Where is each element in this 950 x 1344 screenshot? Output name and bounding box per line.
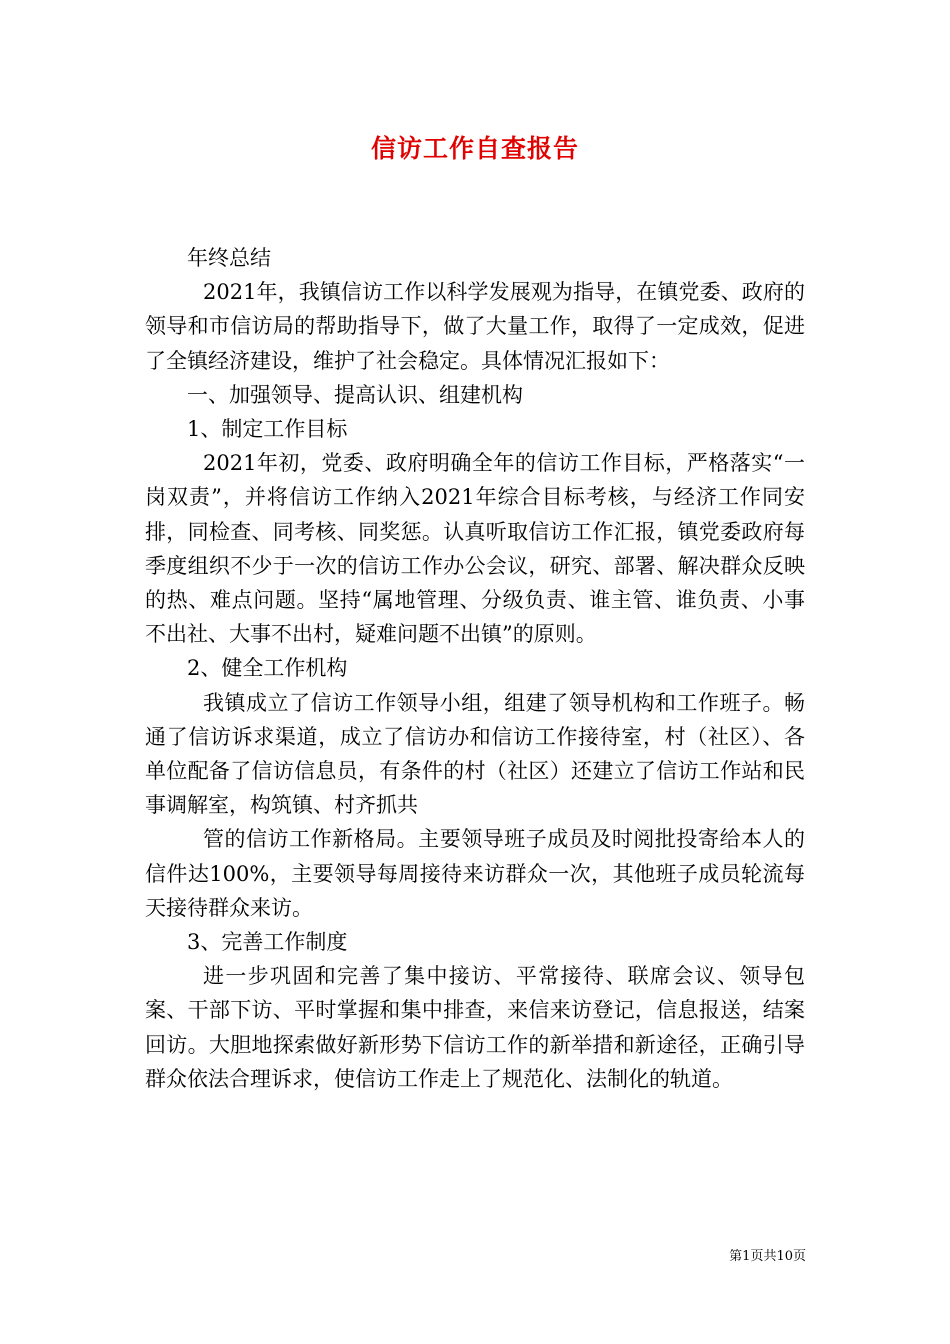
intro-paragraph: 2021年，我镇信访工作以科学发展观为指导，在镇党委、政府的领导和市信访局的帮助指导下，做了大量工作，取得了一定成效，促进了全镇经济建设，维护了社会稳定。具体情况汇报如下： bbox=[145, 280, 805, 373]
subheading-1: 1、制定工作目标 bbox=[187, 417, 348, 442]
document-body bbox=[145, 241, 805, 1096]
paragraph-organization-cont: 管的信访工作新格局。主要领导班子成员及时阅批投寄给本人的信件达100%，主要领导每周接待来访群众一次，其他班子成员轮流每天接待群众来访。 bbox=[145, 827, 805, 920]
subheading-2: 2、健全工作机构 bbox=[187, 656, 348, 681]
paragraph-system: 进一步巩固和完善了集中接访、平常接待、联席会议、领导包案、干部下访、平时掌握和集中排查，来信来访登记，信息报送，结案回访。大胆地探索做好新形势下信访工作的新举措和新途径，正确引导群众依法合理诉求，使信访工作走上了规范化、法制化的轨道。 bbox=[145, 964, 805, 1091]
document-title: 信访工作自查报告 bbox=[370, 134, 579, 163]
heading-1: 一、加强领导、提高认识、组建机构 bbox=[187, 382, 523, 407]
paragraph-organization: 我镇成立了信访工作领导小组，组建了领导机构和工作班子。畅通了信访诉求渠道，成立了信访办和信访工作接待室，村（社区）、各单位配备了信访信息员，有条件的村（社区）还建立了信访工作站和民事调解室，构筑镇、村齐抓共 bbox=[145, 690, 805, 818]
paragraph-goals: 2021年初，党委、政府明确全年的信访工作目标，严格落实“一岗双责”，并将信访工作纳入2021年综合目标考核，与经济工作同安排，同检查、同考核、同奖惩。认真听取信访工作汇报，镇党委政府每季度组织不少于一次的信访工作办公会议，研究、部署、解决群众反映的热、难点问题。坚持“属地管理、分级负责、谁主管、谁负责、小事不出社、大事不出村，疑难问题不出镇”的原则。 bbox=[145, 451, 805, 647]
subheading-3: 3、完善工作制度 bbox=[187, 930, 348, 955]
page-footer: 第1页共10页 bbox=[729, 1249, 806, 1264]
section-label: 年终总结 bbox=[187, 246, 271, 270]
